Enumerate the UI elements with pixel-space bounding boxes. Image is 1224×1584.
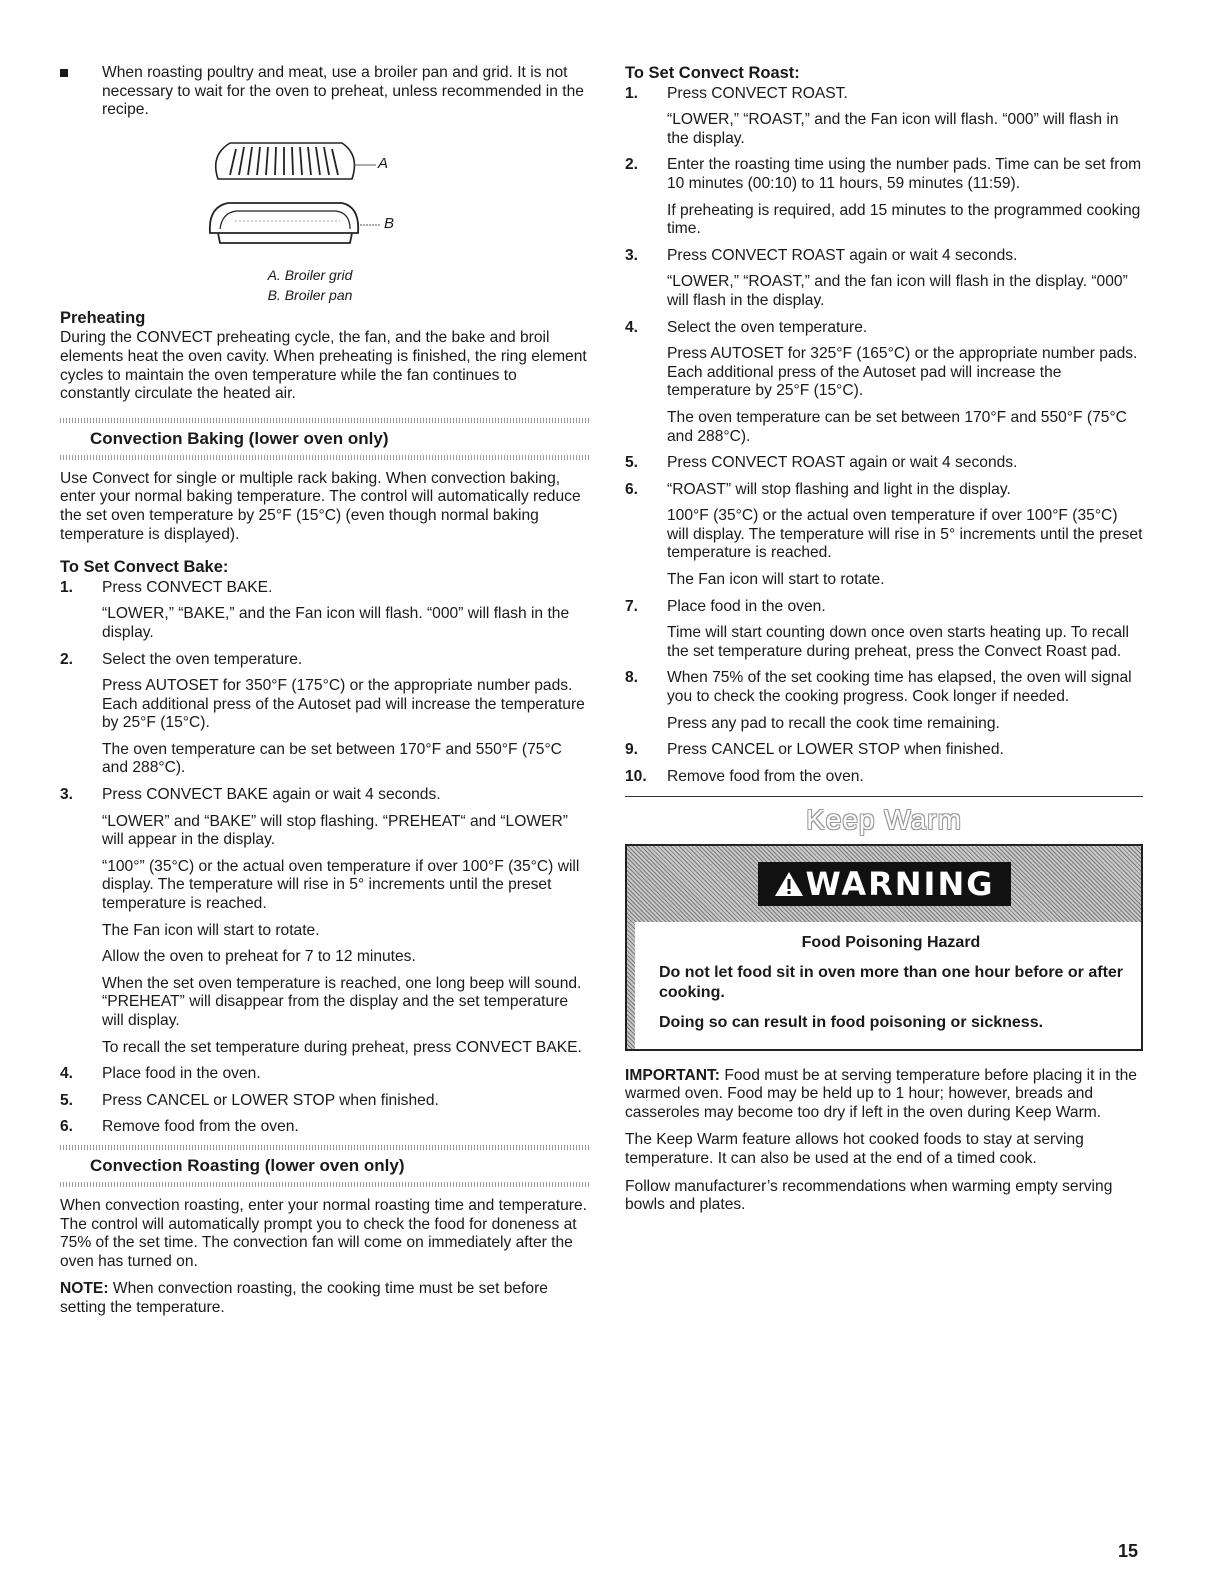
right-column bbox=[625, 64, 1143, 1224]
step-item bbox=[60, 651, 590, 779]
step-number: 5. bbox=[625, 454, 639, 472]
step-text: Select the oven temperature. bbox=[667, 318, 868, 336]
step-number: 8. bbox=[625, 669, 639, 687]
step-detail: The oven temperature can be set between 170°F and 550°F (75°C and 288°C). bbox=[102, 740, 562, 777]
step-detail: When the set oven temperature is reached, one long beep will sound. “PREHEAT” will disappear from the display and the set temperature will display. bbox=[102, 974, 582, 1029]
step-text: Press CONVECT ROAST again or wait 4 seconds. bbox=[667, 454, 1018, 472]
broiler-illustration-icon bbox=[60, 129, 590, 269]
step-text: Press CONVECT BAKE. bbox=[102, 578, 273, 596]
step-item bbox=[60, 1118, 590, 1137]
step-item bbox=[625, 85, 1143, 149]
left-column bbox=[60, 64, 590, 1327]
broiler-grid-icon bbox=[216, 143, 376, 179]
hatch-rule bbox=[60, 1182, 590, 1187]
step-detail: Press AUTOSET for 325°F (165°C) or the appropriate number pads. Each additional press of the Autoset pad will increase the temperature by 25°F (15°C). bbox=[667, 345, 1138, 400]
step-text: Remove food from the oven. bbox=[667, 767, 864, 785]
step-text: When 75% of the set cooking time has elapsed, the oven will signal you to check the cooking progress. Cook longer if needed. bbox=[667, 669, 1132, 706]
warning-box bbox=[625, 844, 1143, 1051]
step-item bbox=[60, 1092, 590, 1111]
note-label: NOTE: bbox=[60, 1280, 109, 1298]
convection-roasting-section-header bbox=[60, 1145, 590, 1187]
step-detail: “LOWER” and “BAKE” will stop flashing. “PREHEAT“ and “LOWER” will appear in the display. bbox=[102, 812, 568, 849]
step-number: 6. bbox=[625, 480, 639, 498]
step-number: 5. bbox=[60, 1091, 74, 1109]
grid-label: A bbox=[378, 154, 389, 172]
step-item bbox=[625, 669, 1143, 733]
step-number: 2. bbox=[625, 156, 639, 174]
step-text: Press CONVECT ROAST. bbox=[667, 84, 848, 102]
step-text: Press CONVECT ROAST again or wait 4 seconds. bbox=[667, 246, 1018, 264]
hatch-rule bbox=[60, 455, 590, 460]
step-text: Press CANCEL or LOWER STOP when finished. bbox=[102, 1091, 439, 1109]
step-text: Select the oven temperature. bbox=[102, 650, 303, 668]
broiler-figure bbox=[60, 129, 590, 309]
step-detail: To recall the set temperature during preheat, press CONVECT BAKE. bbox=[102, 1038, 582, 1056]
warning-line-1: Do not let food sit in oven more than one hour before or after cooking. bbox=[659, 963, 1124, 1001]
note-text: When convection roasting, the cooking time must be set before setting the temperature. bbox=[60, 1280, 548, 1316]
page-number: 15 bbox=[1118, 1541, 1139, 1561]
step-number: 1. bbox=[60, 578, 74, 596]
important-label: IMPORTANT: bbox=[625, 1066, 720, 1084]
step-number: 7. bbox=[625, 597, 639, 615]
keep-warm-title: Keep Warm bbox=[806, 804, 962, 836]
step-number: 6. bbox=[60, 1118, 74, 1136]
step-text: Press CANCEL or LOWER STOP when finished. bbox=[667, 741, 1004, 759]
caption-broiler-pan: B. Broiler pan bbox=[267, 286, 353, 303]
broiler-pan-icon bbox=[210, 203, 380, 243]
step-detail: “LOWER,” “ROAST,” and the Fan icon will flash. “000” will flash in the display. bbox=[667, 111, 1119, 147]
step-number: 1. bbox=[625, 84, 639, 102]
bullet-square-icon bbox=[60, 69, 68, 77]
step-number: 2. bbox=[60, 650, 74, 668]
step-item bbox=[625, 247, 1143, 311]
preheating-heading: Preheating bbox=[60, 308, 146, 327]
step-item bbox=[625, 481, 1143, 590]
step-detail: Press AUTOSET for 350°F (175°C) or the appropriate number pads. Each additional press of the Autoset pad will increase the temperature by 25°F (15°C). bbox=[102, 677, 585, 732]
step-item bbox=[625, 768, 1143, 787]
step-text: “ROAST” will stop flashing and light in the display. bbox=[667, 480, 1011, 498]
convection-roasting-intro: When convection roasting, enter your normal roasting time and temperature. The control will automatically prompt you to check the food for doneness at 75% of the set time. The convection fan will come on immediately after the oven has turned on. bbox=[60, 1196, 587, 1270]
step-detail: If preheating is required, add 15 minutes to the programmed cooking time. bbox=[667, 201, 1141, 238]
convect-bake-steps bbox=[60, 579, 590, 1137]
step-detail: “100°” (35°C) or the actual oven temperature if over 100°F (35°C) will display. The temperature will rise in 5° increments until the preset temperature is reached. bbox=[102, 857, 580, 913]
convect-roast-subheading: To Set Convect Roast: bbox=[625, 64, 800, 82]
convection-roasting-heading: Convection Roasting (lower oven only) bbox=[90, 1155, 405, 1175]
step-detail: Time will start counting down once oven starts heating up. To recall the set temperature during preheat, press the Convect Roast pad. bbox=[667, 624, 1129, 660]
warning-label bbox=[758, 862, 1011, 906]
step-item bbox=[625, 741, 1143, 760]
roasting-bullet bbox=[60, 64, 590, 120]
step-number: 3. bbox=[60, 786, 74, 804]
roasting-bullet-text: When roasting poultry and meat, use a broiler pan and grid. It is not necessary to wait for the oven to preheat, unless recommended in the recipe. bbox=[102, 64, 584, 119]
step-text: Remove food from the oven. bbox=[102, 1118, 299, 1136]
step-item bbox=[625, 319, 1143, 447]
keep-warm-paragraph-2: Follow manufacturer’s recommendations when warming empty serving bowls and plates. bbox=[625, 1177, 1113, 1214]
step-detail: “LOWER,” “ROAST,” and the fan icon will flash in the display. “000” will flash in the display. bbox=[667, 273, 1128, 309]
step-text: Press CONVECT BAKE again or wait 4 seconds. bbox=[102, 786, 441, 804]
step-item bbox=[60, 579, 590, 643]
step-number: 4. bbox=[60, 1065, 74, 1083]
important-text: Food must be at serving temperature before placing it in the warmed oven. Food may be held up to 1 hour; however, breads and casseroles may become too dry if left in the oven during Keep Warm. bbox=[625, 1066, 1137, 1121]
warning-triangle-icon bbox=[774, 870, 804, 898]
step-detail: The Fan icon will start to rotate. bbox=[102, 921, 320, 939]
warning-label-text: WARNING bbox=[805, 864, 995, 903]
step-text: Place food in the oven. bbox=[667, 597, 826, 615]
keep-warm-paragraph-1: The Keep Warm feature allows hot cooked foods to stay at serving temperature. It can also be used at the end of a timed cook. bbox=[625, 1131, 1084, 1167]
step-text: Enter the roasting time using the number pads. Time can be set from 10 minutes (00:10) to 11 hours, 59 minutes (11:59). bbox=[667, 156, 1142, 192]
section-divider bbox=[625, 796, 1143, 797]
warning-header bbox=[627, 846, 1141, 922]
step-item bbox=[625, 598, 1143, 662]
step-number: 4. bbox=[625, 318, 639, 336]
convection-roasting-note bbox=[60, 1280, 590, 1317]
convect-roast-steps bbox=[625, 85, 1143, 787]
step-item bbox=[60, 786, 590, 1057]
step-detail: The oven temperature can be set between 170°F and 550°F (75°C and 288°C). bbox=[667, 408, 1127, 445]
step-number: 3. bbox=[625, 246, 639, 264]
convect-bake-subheading: To Set Convect Bake: bbox=[60, 558, 229, 577]
step-detail: 100°F (35°C) or the actual oven temperature if over 100°F (35°C) will display. The temperature will rise in 5° increments until the preset temperature is reached. bbox=[667, 507, 1143, 562]
step-number: 9. bbox=[625, 741, 639, 759]
step-detail: “LOWER,” “BAKE,” and the Fan icon will flash. “000” will flash in the display. bbox=[102, 605, 570, 641]
step-item bbox=[60, 1065, 590, 1084]
step-detail: Allow the oven to preheat for 7 to 12 minutes. bbox=[102, 948, 416, 966]
pan-label: B bbox=[384, 214, 395, 232]
warning-hazard: Food Poisoning Hazard bbox=[801, 934, 981, 951]
important-paragraph bbox=[625, 1067, 1143, 1123]
step-item bbox=[625, 454, 1143, 473]
warning-body bbox=[627, 922, 1141, 1049]
convection-baking-section-header bbox=[60, 418, 590, 460]
step-number: 10. bbox=[625, 767, 647, 785]
step-text: Place food in the oven. bbox=[102, 1065, 261, 1083]
preheating-text: During the CONVECT preheating cycle, the fan, and the bake and broil elements heat the oven cavity. When preheating is finished, the ring element cycles to maintain the oven temperature while the fan continues to constantly circulate the heated air. bbox=[60, 329, 587, 403]
step-item bbox=[625, 156, 1143, 238]
caption-broiler-grid: A. Broiler grid bbox=[267, 266, 353, 283]
warning-line-2: Doing so can result in food poisoning or sickness. bbox=[659, 1013, 1044, 1031]
step-detail: The Fan icon will start to rotate. bbox=[667, 571, 885, 589]
step-detail: Press any pad to recall the cook time remaining. bbox=[667, 714, 1000, 732]
convection-baking-heading: Convection Baking (lower oven only) bbox=[90, 428, 389, 448]
convection-baking-intro: Use Convect for single or multiple rack baking. When convection baking, enter your normal baking temperature. The control will automatically reduce the set oven temperature by 25°F (15°C) (even though normal baking temperature is displayed). bbox=[60, 469, 581, 543]
